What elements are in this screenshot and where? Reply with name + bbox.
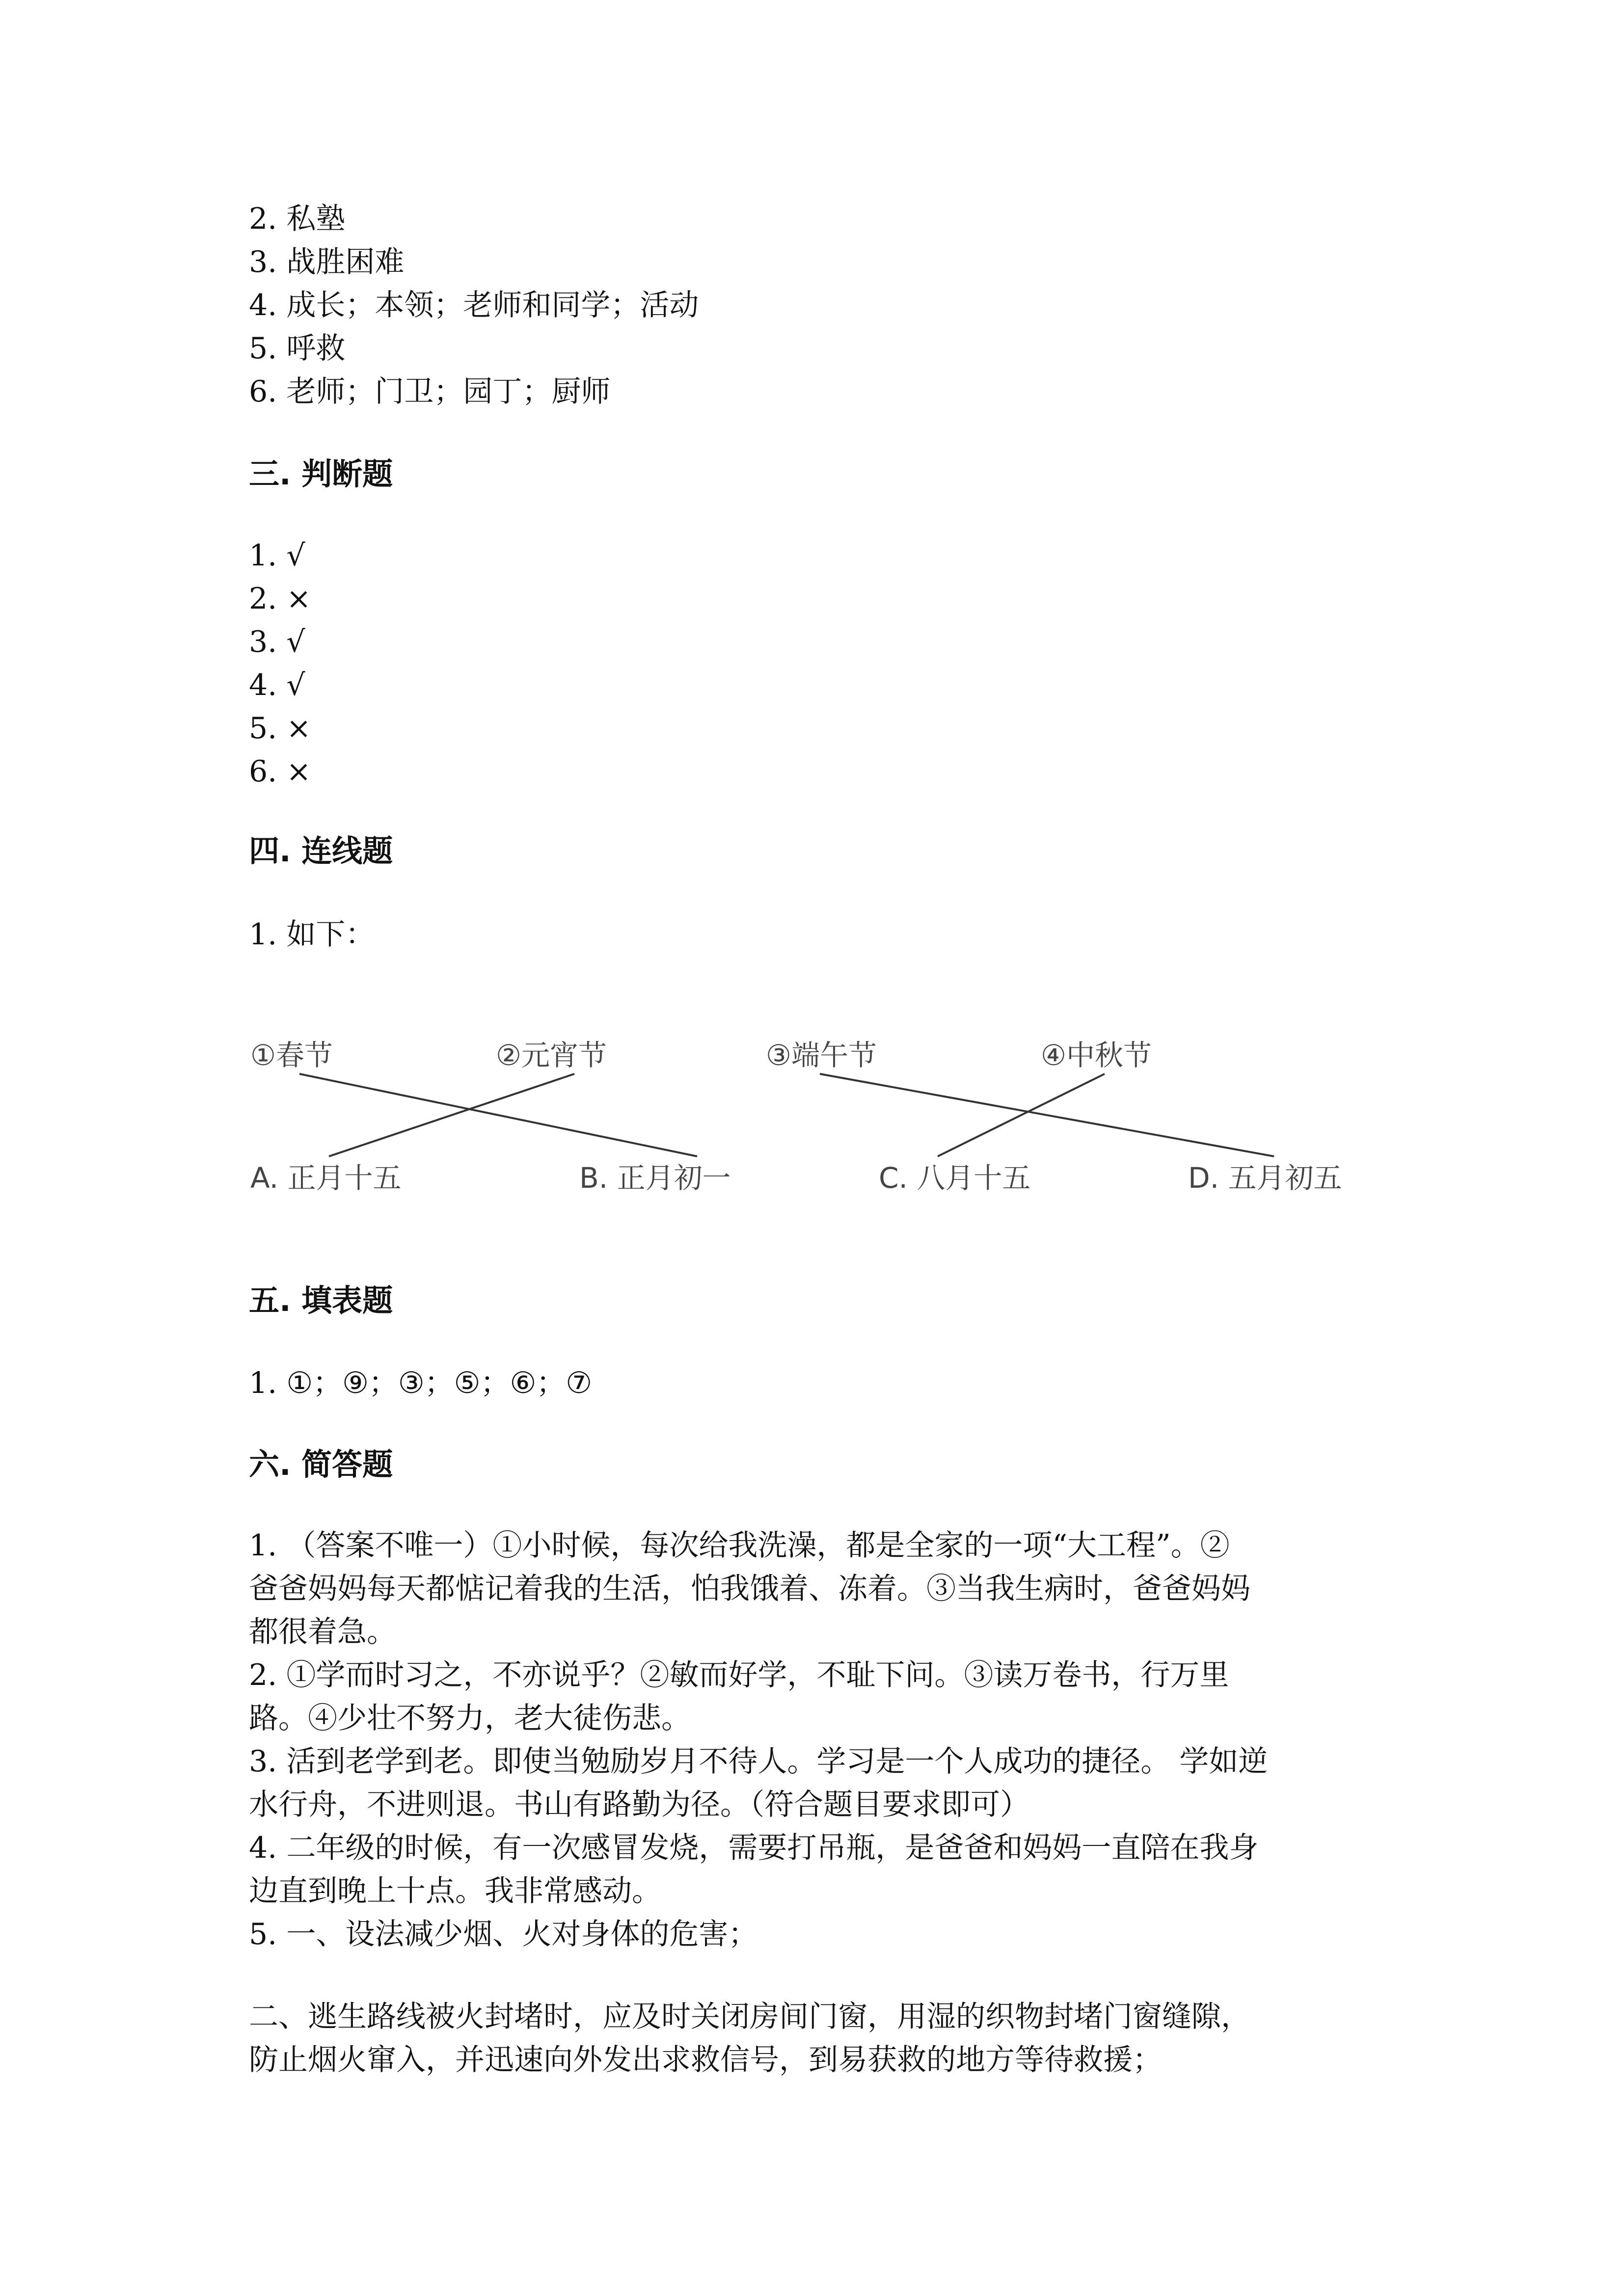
answer-line: 都很着急。: [249, 1615, 396, 1649]
answer-line: 边直到晚上十点。我非常感动。: [249, 1874, 661, 1908]
answer-line: 5. 一、设法减少烟、火对身体的危害；: [249, 1917, 758, 1951]
answer-line: 6. 老师；门卫；园丁；厨师: [249, 374, 611, 409]
answer-line: 3. 战胜困难: [249, 245, 405, 279]
match-line: [299, 1074, 697, 1156]
match-top-item: ③端午节: [766, 1039, 877, 1072]
section-title: 三. 判断题: [249, 456, 393, 492]
answer-line: 2. 私塾: [249, 202, 346, 236]
answer-line: 3. √: [249, 625, 305, 659]
section-title: 六. 简答题: [249, 1446, 393, 1482]
match-bottom-item: B. 正月初一: [579, 1161, 731, 1195]
answer-line: 路。④少壮不努力，老大徒伤悲。: [249, 1701, 691, 1735]
match-line: [938, 1074, 1105, 1156]
answer-line: 爸爸妈妈每天都惦记着我的生活，怕我饿着、冻着。③当我生病时，爸爸妈妈: [249, 1572, 1250, 1606]
answer-line: 2. ×: [249, 582, 311, 616]
match-top-item: ④中秋节: [1041, 1039, 1152, 1072]
answer-line: 1. √: [249, 538, 305, 573]
answer-line: 4. √: [249, 668, 305, 702]
answer-line: 2. ①学而时习之，不亦说乎？②敏而好学，不耻下问。③读万卷书，行万里: [249, 1658, 1229, 1692]
match-line: [820, 1074, 1274, 1156]
answer-line: 1. ①；⑨；③；⑤；⑥；⑦: [249, 1366, 593, 1400]
match-bottom-item: D. 五月初五: [1188, 1161, 1342, 1195]
answer-line: 水行舟，不进则退。书山有路勤为径。（符合题目要求即可）: [249, 1788, 1029, 1822]
match-line: [329, 1074, 574, 1156]
answer-line: 1. 如下：: [249, 917, 375, 952]
answer-line: 5. 呼救: [249, 331, 346, 366]
section-title: 四. 连线题: [249, 833, 393, 869]
match-bottom-item: C. 八月十五: [879, 1161, 1031, 1195]
answer-line: 3. 活到老学到老。即使当勉励岁月不待人。学习是一个人成功的捷径。 学如逆: [249, 1744, 1268, 1779]
answer-line: 二、逃生路线被火封堵时，应及时关闭房间门窗，用湿的织物封堵门窗缝隙，: [249, 2000, 1250, 2034]
answer-line: 5. ×: [249, 711, 311, 746]
answer-line: 防止烟火窜入，并迅速向外发出求救信号，到易获救的地方等待救援；: [249, 2043, 1162, 2077]
answer-line: 4. 二年级的时候，有一次感冒发烧，需要打吊瓶，是爸爸和妈妈一直陪在我身: [249, 1831, 1259, 1865]
section-title: 五. 填表题: [249, 1282, 393, 1318]
matching-diagram: [241, 1016, 1350, 1202]
answer-line: 6. ×: [249, 754, 311, 789]
match-bottom-item: A. 正月十五: [250, 1161, 402, 1195]
match-top-item: ①春节: [250, 1039, 333, 1072]
answer-line: 4. 成长；本领；老师和同学；活动: [249, 288, 699, 322]
match-top-item: ②元宵节: [496, 1039, 607, 1072]
answer-line: 1. （答案不唯一）①小时候，每次给我洗澡，都是全家的一项“大工程”。②: [249, 1528, 1230, 1563]
